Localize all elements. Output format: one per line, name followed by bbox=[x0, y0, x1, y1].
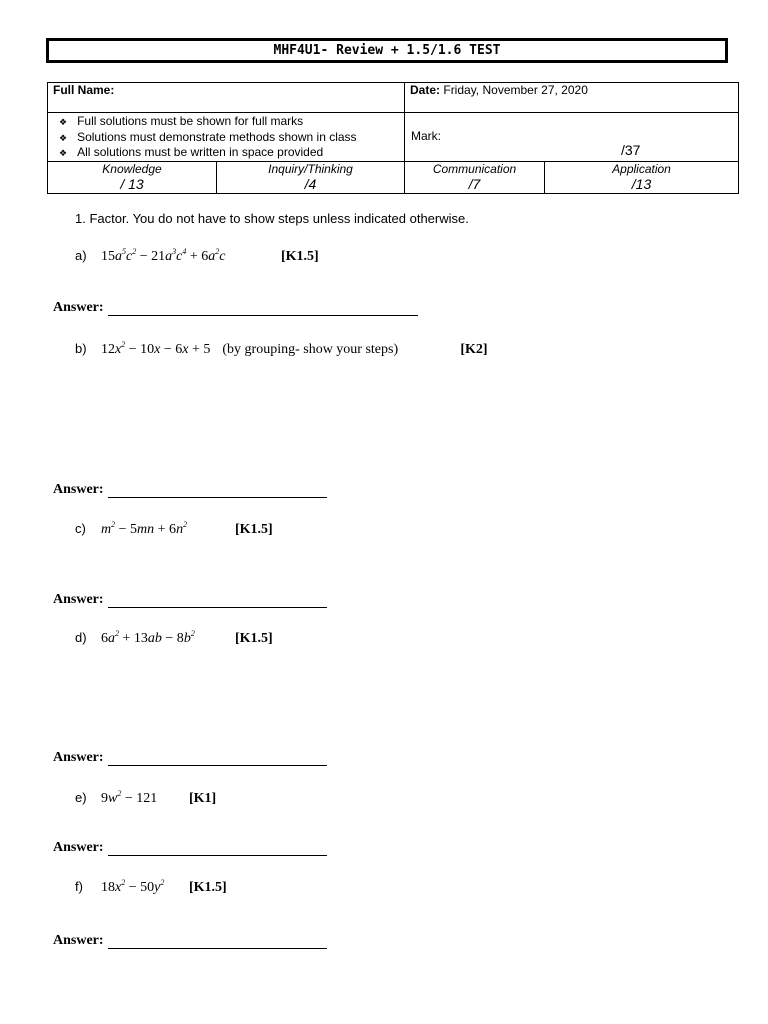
part-label: a) bbox=[75, 248, 87, 263]
category-score: /4 bbox=[304, 175, 317, 192]
date-label: Date: bbox=[410, 83, 441, 97]
part-f bbox=[75, 878, 227, 896]
answer-label: Answer: bbox=[53, 933, 104, 948]
part-marks: [K1.5] bbox=[189, 880, 227, 895]
category-score: /7 bbox=[468, 175, 481, 192]
part-marks: [K1.5] bbox=[235, 631, 273, 646]
category-inquiry bbox=[217, 161, 405, 193]
rules-cell bbox=[48, 113, 405, 162]
answer-line[interactable] bbox=[108, 485, 327, 498]
date-value: Friday, November 27, 2020 bbox=[443, 83, 588, 97]
part-marks: [K2] bbox=[460, 342, 488, 357]
part-label: e) bbox=[75, 790, 87, 805]
mark-cell bbox=[405, 113, 739, 162]
answer-label: Answer: bbox=[53, 300, 104, 315]
part-expression: $9w^2 - 121$ bbox=[101, 789, 158, 806]
part-d bbox=[75, 629, 273, 647]
rule-item: ❖ Solutions must demonstrate methods shown in class bbox=[59, 130, 399, 146]
category-name: Application bbox=[612, 161, 671, 176]
part-expression: $15a^5c^2 - 21a^3c^4 + 6a^2c$ bbox=[101, 247, 226, 264]
part-label: b) bbox=[75, 341, 87, 356]
answer-line[interactable] bbox=[108, 843, 327, 856]
category-application bbox=[545, 161, 739, 193]
question-intro: 1. Factor. You do not have to show steps unless indicated otherwise. bbox=[75, 211, 469, 226]
answer-label: Answer: bbox=[53, 750, 104, 765]
part-expression: $m^2 - 5mn + 6n^2$ bbox=[101, 520, 188, 537]
category-name: Knowledge bbox=[102, 161, 162, 176]
part-marks: [K1.5] bbox=[235, 522, 273, 537]
full-name-cell[interactable] bbox=[48, 83, 405, 113]
info-table bbox=[47, 82, 739, 194]
rule-item: ❖ All solutions must be written in space provided bbox=[59, 145, 399, 161]
part-expression: $12x^2 - 10x - 6x + 5$ bbox=[101, 340, 211, 357]
part-marks: [K1.5] bbox=[281, 249, 319, 264]
date-cell bbox=[405, 83, 739, 113]
part-note: (by grouping- show your steps) bbox=[222, 342, 399, 357]
part-a bbox=[75, 247, 319, 265]
test-title-text: MHF4U1- Review + 1.5/1.6 TEST bbox=[273, 43, 501, 58]
answer-b[interactable] bbox=[53, 482, 327, 498]
rules-list bbox=[53, 114, 399, 161]
category-score: /13 bbox=[631, 175, 652, 192]
part-label: d) bbox=[75, 630, 87, 645]
answer-c[interactable] bbox=[53, 592, 327, 608]
answer-line[interactable] bbox=[108, 303, 418, 316]
part-expression: $18x^2 - 50y^2$ bbox=[101, 878, 165, 895]
answer-d[interactable] bbox=[53, 750, 327, 766]
part-marks: [K1] bbox=[189, 791, 217, 806]
answer-line[interactable] bbox=[108, 936, 327, 949]
category-knowledge bbox=[48, 161, 217, 193]
full-name-label: Full Name: bbox=[53, 83, 115, 97]
category-name: Inquiry/Thinking bbox=[268, 161, 353, 176]
answer-line[interactable] bbox=[108, 753, 327, 766]
answer-a[interactable] bbox=[53, 300, 418, 316]
part-b bbox=[75, 340, 488, 358]
part-label: c) bbox=[75, 521, 86, 536]
mark-label: Mark: bbox=[411, 129, 441, 143]
rule-item: ❖ Full solutions must be shown for full marks bbox=[59, 114, 399, 130]
category-name: Communication bbox=[432, 161, 517, 176]
part-e bbox=[75, 789, 216, 807]
answer-e[interactable] bbox=[53, 840, 327, 856]
part-label: f) bbox=[75, 879, 83, 894]
answer-label: Answer: bbox=[53, 592, 104, 607]
answer-f[interactable] bbox=[53, 933, 327, 949]
part-expression: $6a^2 + 13ab - 8b^2$ bbox=[101, 629, 195, 646]
answer-label: Answer: bbox=[53, 840, 104, 855]
part-c bbox=[75, 520, 273, 538]
answer-line[interactable] bbox=[108, 595, 327, 608]
test-title bbox=[46, 38, 728, 63]
category-communication bbox=[405, 161, 545, 193]
answer-label: Answer: bbox=[53, 482, 104, 497]
mark-total: /37 bbox=[621, 142, 641, 158]
category-score: / 13 bbox=[120, 175, 144, 192]
